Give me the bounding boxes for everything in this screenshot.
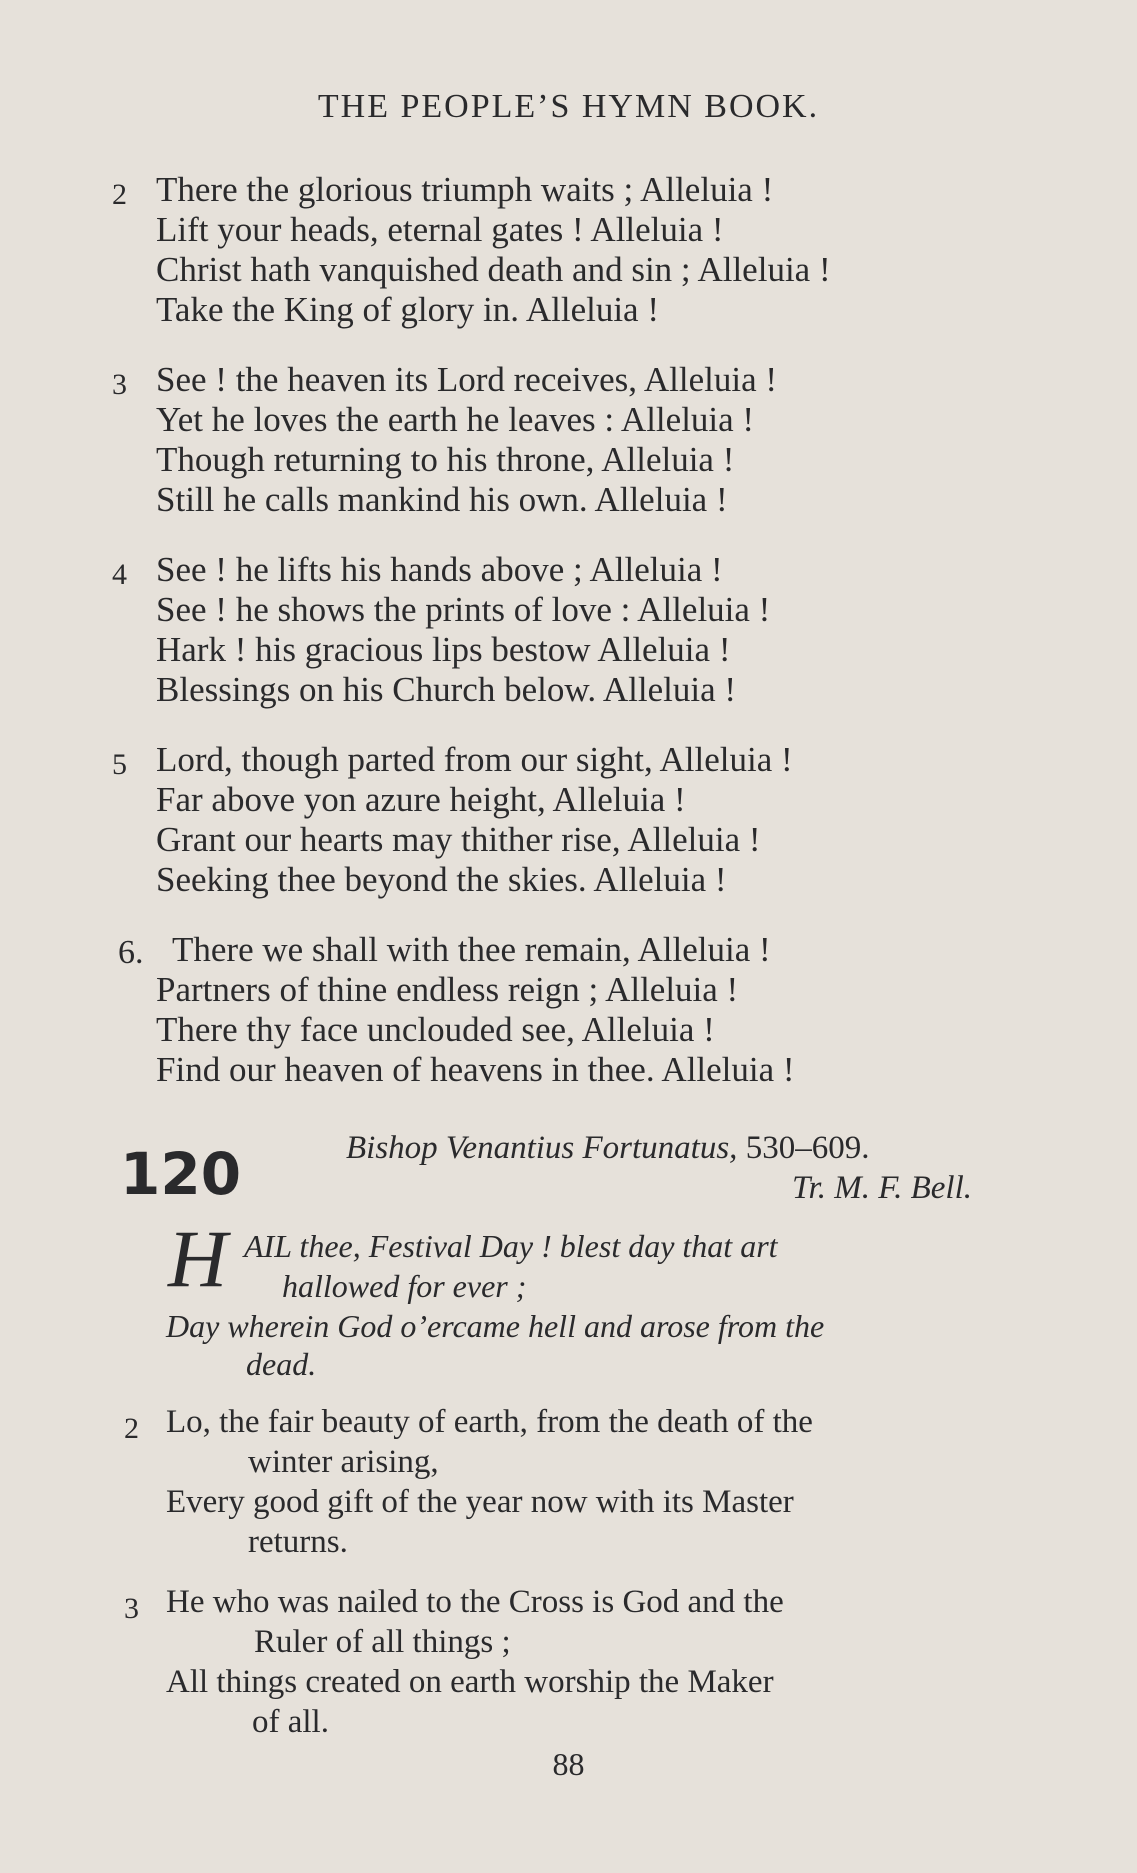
verse-line: Lift your heads, eternal gates ! Alleluia ! <box>156 210 724 249</box>
opening-line: AIL thee, Festival Day ! blest day that art <box>244 1228 778 1264</box>
verse-line: See ! he shows the prints of love : Alleluia ! <box>156 590 771 629</box>
verse-number: 3 <box>124 1592 139 1625</box>
author-name: Bishop Venantius Fortunatus, <box>346 1130 738 1166</box>
verse-line: There thy face unclouded see, Alleluia ! <box>156 1010 715 1049</box>
verse-line: Lo, the fair beauty of earth, from the death of the <box>166 1404 813 1440</box>
verse-line: Though returning to his throne, Alleluia ! <box>156 440 735 479</box>
verse-number: 4 <box>112 558 127 591</box>
verse-line: Hark ! his gracious lips bestow Alleluia ! <box>156 630 731 669</box>
verse-line: Find our heaven of heavens in thee. Alleluia ! <box>156 1050 795 1089</box>
verse-line: There we shall with thee remain, Alleluia ! <box>172 930 771 969</box>
verse-number: 3 <box>112 368 127 401</box>
drop-cap: H <box>168 1213 228 1304</box>
opening-line: Day wherein God o’ercame hell and arose from the <box>166 1308 825 1344</box>
verse-line: Christ hath vanquished death and sin ; Alleluia ! <box>156 250 831 289</box>
page-number: 88 <box>552 1746 585 1782</box>
verse-number: 6. <box>118 934 144 971</box>
verse-number: 2 <box>112 178 127 211</box>
verse-line: All things created on earth worship the Maker <box>166 1664 774 1700</box>
verse-line: Blessings on his Church below. Alleluia ! <box>156 670 737 709</box>
verse-line: Seeking thee beyond the skies. Alleluia ! <box>156 860 727 899</box>
verse-line: There the glorious triumph waits ; Alleluia ! <box>156 170 774 209</box>
hymn-author <box>346 1130 869 1167</box>
verse-number: 5 <box>112 748 127 781</box>
verse-line: See ! the heaven its Lord receives, Alleluia ! <box>156 360 778 399</box>
opening-line: hallowed for ever ; <box>282 1268 527 1304</box>
verse-line: Grant our hearts may thither rise, Alleluia ! <box>156 820 761 859</box>
verse-line: Take the King of glory in. Alleluia ! <box>156 290 659 329</box>
verse-line: returns. <box>248 1524 348 1560</box>
running-head: THE PEOPLE’S HYMN BOOK. <box>317 88 820 125</box>
verse-line: He who was nailed to the Cross is God and the <box>166 1584 784 1620</box>
hymn-translator: Tr. M. F. Bell. <box>792 1170 973 1206</box>
verse-line: of all. <box>252 1704 329 1740</box>
verse-line: Every good gift of the year now with its Master <box>166 1484 794 1520</box>
verse-line: Still he calls mankind his own. Alleluia ! <box>156 480 728 519</box>
verse-line: winter arising, <box>248 1444 439 1480</box>
verse-line: Ruler of all things ; <box>254 1624 511 1660</box>
hymn-number: 120 <box>120 1140 242 1208</box>
verse-line: Lord, though parted from our sight, Alleluia ! <box>156 740 793 779</box>
verse-line: Partners of thine endless reign ; Alleluia ! <box>156 970 739 1009</box>
verse-line: See ! he lifts his hands above ; Alleluia ! <box>156 550 723 589</box>
verse-line: Yet he loves the earth he leaves : Alleluia ! <box>156 400 755 439</box>
verse-number: 2 <box>124 1412 139 1445</box>
verse-line: Far above yon azure height, Alleluia ! <box>156 780 686 819</box>
author-dates: 530–609. <box>745 1130 870 1166</box>
opening-line: dead. <box>246 1346 317 1382</box>
